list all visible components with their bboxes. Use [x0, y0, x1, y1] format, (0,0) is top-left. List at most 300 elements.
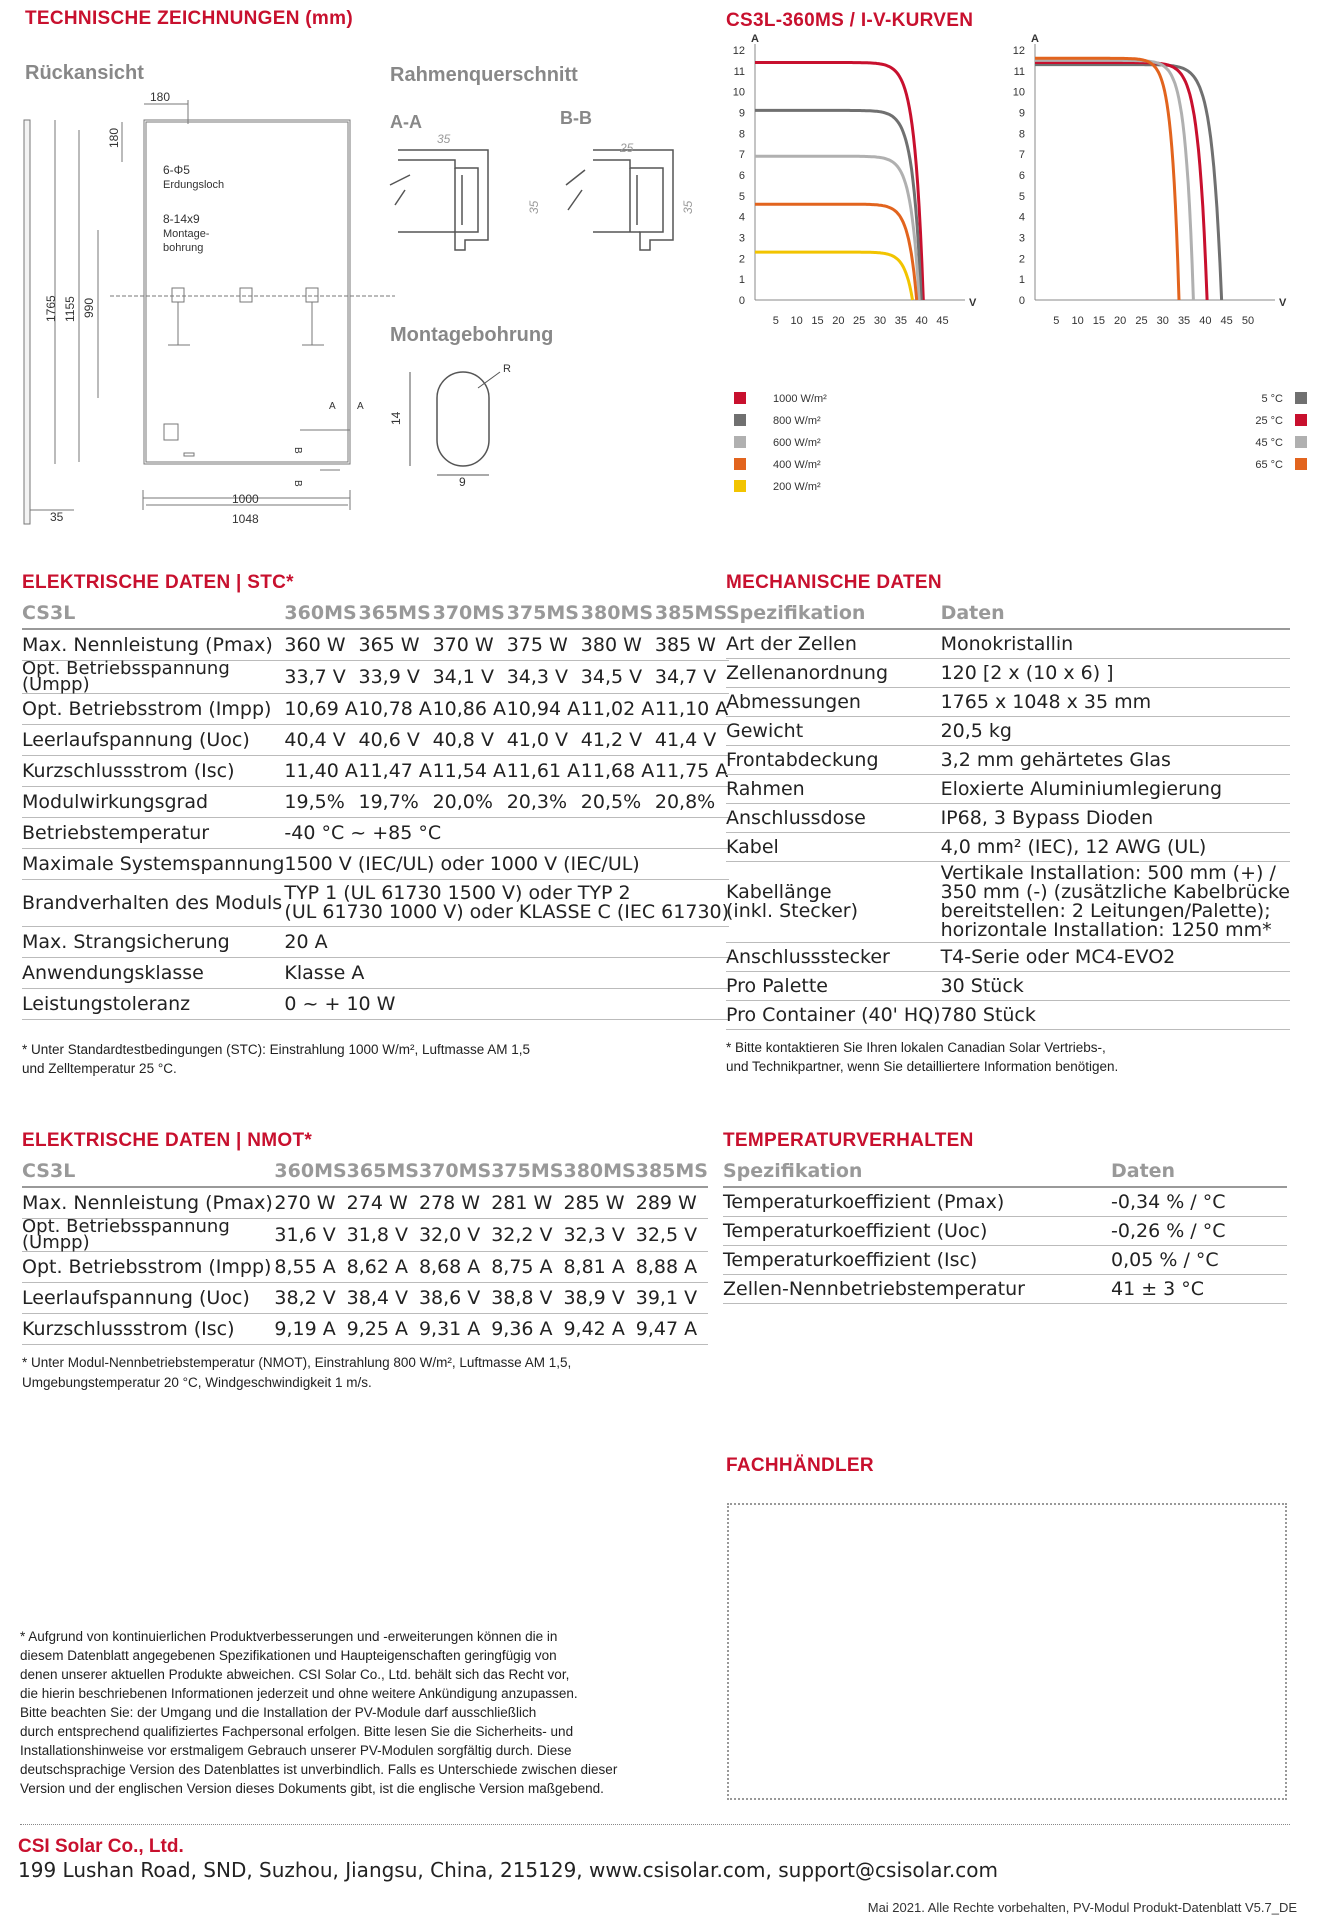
value-cell: 32,3 V — [563, 1219, 635, 1252]
stc-table — [22, 598, 729, 1020]
label-cell: Zellen-Nennbetriebstemperatur — [723, 1275, 1111, 1304]
value-cell: 41,0 V — [507, 725, 581, 756]
dim-180-top: 180 — [150, 90, 171, 104]
legend-swatch — [1295, 392, 1307, 404]
y-tick-label: 12 — [1012, 45, 1025, 57]
value-cell: Vertikale Installation: 500 mm (+) / 350 mm (-) (zusätzliche Kabelbrücke bereitstellen: 2 Leitungen/Palette); horizontale Installation: 1250 mm* — [940, 862, 1290, 941]
legend-swatch — [734, 480, 746, 492]
value-cell: 32,0 V — [419, 1219, 491, 1252]
table-row — [22, 849, 729, 880]
y-tick-label: 1 — [1018, 274, 1025, 287]
nmot-table — [22, 1156, 708, 1345]
value-cell: 19,5% — [284, 787, 358, 818]
mech-note-1: * Bitte kontaktieren Sie Ihren lokalen Canadian Solar Vertriebs-, — [726, 1040, 1106, 1055]
x-tick-label: 15 — [811, 315, 824, 327]
iv-curve — [1035, 58, 1179, 300]
iv-chart-1 — [733, 33, 977, 493]
nmot-note-2: Umgebungstemperatur 20 °C, Windgeschwindigkeit 1 m/s. — [22, 1375, 372, 1390]
footer-address: 199 Lushan Road, SND, Suzhou, Jiangsu, China, 215129, www.csisolar.com, support@csisolar.com — [18, 1858, 998, 1882]
value-cell: 33,7 V — [284, 661, 358, 694]
bb-dim-35v: 35 — [681, 200, 695, 214]
table-row — [723, 1187, 1287, 1217]
mounting-hole-label: Montagebohrung — [390, 324, 554, 346]
iv-curve — [1035, 60, 1193, 300]
label-cell: Temperaturkoeffizient (Uoc) — [723, 1217, 1111, 1246]
footer-company: CSI Solar Co., Ltd. — [18, 1836, 184, 1857]
x-tick-label: 35 — [894, 315, 907, 327]
table-row — [22, 629, 729, 661]
frame-section-aa — [390, 150, 488, 250]
y-tick-label: 9 — [738, 107, 745, 120]
value-cell: 365 W — [359, 629, 433, 661]
table-row — [22, 1252, 708, 1283]
value-cell: 278 W — [419, 1187, 491, 1219]
value-cell: 20,0% — [433, 787, 507, 818]
mech-table — [726, 598, 1290, 1030]
table-row — [22, 661, 729, 694]
value-cell: 3,2 mm gehärtetes Glas — [941, 746, 1290, 775]
value-cell: 10,94 A — [507, 694, 581, 725]
table-row — [22, 880, 729, 927]
table-row — [726, 1001, 1290, 1030]
value-cell: 34,7 V — [655, 661, 729, 694]
y-tick-label: 1 — [738, 274, 745, 287]
iv-chart-2 — [1013, 33, 1307, 471]
back-view-label: Rückansicht — [25, 62, 144, 84]
legend-label: 600 W/m² — [773, 437, 821, 449]
value-cell: 8,62 A — [347, 1252, 419, 1283]
value-cell: 20 A — [284, 927, 729, 958]
frame-section-dims — [437, 132, 695, 214]
dealer-title: FACHHÄNDLER — [726, 1455, 874, 1476]
value-cell: 11,47 A — [359, 756, 433, 787]
label-cell: Frontabdeckung — [726, 746, 941, 775]
x-tick-label: 15 — [1092, 315, 1106, 327]
legend-label: 45 °C — [1255, 437, 1283, 449]
value-cell: 41,4 V — [655, 725, 729, 756]
header-cell: 365MS — [347, 1156, 419, 1187]
value-cell: 0 ~ + 10 W — [284, 989, 729, 1020]
label-cell: Gewicht — [726, 717, 941, 746]
label-cell: Abmessungen — [726, 688, 941, 717]
value-cell: 34,5 V — [581, 661, 655, 694]
header-cell: 375MS — [507, 598, 581, 629]
dim-1765: 1765 — [44, 295, 58, 322]
table-row — [726, 943, 1290, 972]
mech-note-2: und Technikpartner, wenn Sie detailliertere Information benötigen. — [726, 1059, 1119, 1074]
value-cell: 31,6 V — [274, 1219, 346, 1252]
label-cell: Kabel — [726, 833, 941, 862]
y-tick-label: 2 — [1018, 253, 1025, 266]
back-view-drawing — [24, 100, 395, 524]
value-cell: -0,26 % / °C — [1111, 1217, 1287, 1246]
value-cell: 4,0 mm² (IEC), 12 AWG (UL) — [941, 833, 1290, 862]
y-tick-label: 3 — [738, 232, 745, 245]
dim-1000: 1000 — [232, 492, 259, 506]
mh-dim-14: 14 — [389, 411, 403, 425]
disclaimer-line: Bitte beachten Sie: der Umgang und die Installation der PV-Module darf ausschließlich — [20, 1705, 537, 1720]
disclaimer-line: Installationshinweise vor erstmaligem Gebrauch unserer PV-Modulen sorgfältig durch. Diese — [20, 1743, 572, 1758]
iv-curve — [755, 156, 919, 300]
y-tick-label: 0 — [738, 295, 745, 307]
value-cell: 38,4 V — [347, 1283, 419, 1314]
legend-swatch — [734, 414, 746, 426]
mh-dim-r: R — [503, 363, 511, 375]
header-cell: 365MS — [359, 598, 433, 629]
technical-drawings — [0, 0, 720, 540]
table-row — [22, 1187, 708, 1219]
value-cell: 40,6 V — [359, 725, 433, 756]
disclaimer-line: die hierin beschriebenen Informationen jederzeit und ohne weitere Ankündigung anzupassen. — [20, 1686, 578, 1701]
table-row — [726, 717, 1290, 746]
y-tick-label: 11 — [733, 65, 745, 78]
mark-a-2: A — [357, 401, 364, 412]
iv-charts — [720, 33, 1320, 520]
y-tick-label: 4 — [1018, 211, 1025, 224]
value-cell: 30 Stück — [941, 972, 1290, 1001]
value-cell: -40 °C ~ +85 °C — [284, 818, 729, 849]
iv-curve — [755, 63, 923, 301]
header-cell: 380MS — [581, 598, 655, 629]
mech-title: MECHANISCHE DATEN — [726, 572, 942, 593]
value-cell: 380 W — [581, 629, 655, 661]
y-tick-label: 6 — [738, 170, 745, 182]
disclaimer-line: denen unserer aktuellen Produkte abweichen. CSI Solar Co., Ltd. behält sich das Recht vor, — [20, 1667, 570, 1682]
table-row — [22, 958, 729, 989]
table-row — [726, 862, 1290, 943]
x-tick-label: 40 — [915, 315, 928, 327]
value-cell: 375 W — [507, 629, 581, 661]
label-cell: Modulwirkungsgrad — [22, 787, 284, 818]
header-cell: 375MS — [491, 1156, 563, 1187]
y-tick-label: 12 — [732, 45, 745, 57]
y-tick-label: 10 — [732, 86, 745, 99]
value-cell: T4-Serie oder MC4-EVO2 — [941, 943, 1290, 972]
stc-note-1: * Unter Standardtestbedingungen (STC): Einstrahlung 1000 W/m², Luftmasse AM 1,5 — [22, 1042, 531, 1057]
legend-label: 200 W/m² — [773, 481, 821, 493]
back-view-labels — [44, 90, 364, 526]
mount-hole-label-1: Montage- — [163, 228, 210, 240]
table-header — [22, 598, 729, 629]
value-cell: 32,5 V — [636, 1219, 708, 1252]
y-tick-label: 9 — [1018, 107, 1025, 120]
value-cell: 11,10 A — [655, 694, 729, 725]
value-cell: 0,05 % / °C — [1111, 1246, 1287, 1275]
x-tick-label: 25 — [853, 315, 866, 327]
label-cell: Zellenanordnung — [726, 659, 941, 688]
dim-35: 35 — [50, 510, 64, 524]
value-cell: 33,9 V — [359, 661, 433, 694]
label-cell: Temperaturkoeffizient (Pmax) — [723, 1187, 1111, 1217]
disclaimer-line: diesem Datenblatt angegebenen Spezifikationen und Haupteigenschaften geringfügig von — [20, 1648, 557, 1663]
legend-label: 1000 W/m² — [773, 393, 827, 405]
label-cell: Rahmen — [726, 775, 941, 804]
mark-b-1: B — [292, 447, 303, 454]
value-cell: 11,02 A — [581, 694, 655, 725]
value-cell: 9,31 A — [419, 1314, 491, 1345]
mark-a-1: A — [329, 401, 336, 412]
legend-label: 800 W/m² — [773, 415, 821, 427]
disclaimer-line: deutschsprachige Version des Datenblattes ist unverbindlich. Falls es Unterschiede zwischen dieser — [20, 1762, 618, 1777]
ground-hole-count: 6-Φ5 — [163, 163, 190, 177]
disclaimer-line: durch entsprechend qualifiziertes Fachpersonal erfolgen. Bitte lesen Sie die Sicherheits- und — [20, 1724, 574, 1739]
y-tick-label: 6 — [1018, 170, 1025, 182]
dim-180-side: 180 — [107, 127, 121, 148]
legend-label: 400 W/m² — [773, 459, 821, 471]
value-cell: 41,2 V — [581, 725, 655, 756]
y-tick-label: 10 — [1012, 86, 1025, 99]
value-cell: 20,8% — [655, 787, 729, 818]
mount-hole-label-2: bohrung — [163, 242, 204, 254]
section-bb-label: B-B — [560, 108, 592, 128]
header-cell: 360MS — [284, 598, 358, 629]
footer-divider — [20, 1824, 1290, 1825]
value-cell: 9,19 A — [274, 1314, 346, 1345]
value-cell: 39,1 V — [636, 1283, 708, 1314]
value-cell: 8,81 A — [563, 1252, 635, 1283]
label-cell: Brandverhalten des Moduls — [22, 880, 284, 927]
table-row — [22, 725, 729, 756]
legend-swatch — [734, 392, 746, 404]
value-cell: 120 [2 x (10 x 6) ] — [941, 659, 1290, 688]
label-cell: Max. Strangsicherung — [22, 927, 284, 958]
legend-swatch — [1295, 414, 1307, 426]
y-axis-unit: A — [751, 33, 759, 45]
value-cell: 370 W — [433, 629, 507, 661]
header-cell: 360MS — [274, 1156, 346, 1187]
value-cell: 780 Stück — [941, 1001, 1290, 1030]
table-header — [22, 1156, 708, 1187]
x-tick-label: 40 — [1199, 315, 1212, 327]
legend-swatch — [1295, 458, 1307, 470]
y-tick-label: 4 — [738, 211, 745, 224]
aa-dim-35v: 35 — [527, 200, 541, 214]
bb-dim-25: 25 — [620, 141, 634, 155]
value-cell: 38,8 V — [491, 1283, 563, 1314]
header-cell: 370MS — [433, 598, 507, 629]
table-row — [22, 1283, 708, 1314]
y-tick-label: 7 — [738, 149, 745, 162]
iv-curve — [1035, 63, 1207, 301]
table-row — [726, 972, 1290, 1001]
x-tick-label: 45 — [1220, 315, 1233, 327]
value-cell: 38,9 V — [563, 1283, 635, 1314]
label-cell: Opt. Betriebsspannung (Umpp) — [22, 661, 284, 694]
value-cell: 19,7% — [359, 787, 433, 818]
value-cell: 34,1 V — [433, 661, 507, 694]
x-tick-label: 5 — [772, 315, 779, 327]
y-tick-label: 11 — [1013, 65, 1025, 78]
label-cell: Leistungstoleranz — [22, 989, 284, 1020]
mount-hole-count: 8-14x9 — [163, 212, 200, 226]
value-cell: 11,61 A — [507, 756, 581, 787]
nmot-note-1: * Unter Modul-Nennbetriebstemperatur (NMOT), Einstrahlung 800 W/m², Luftmasse AM 1,5, — [22, 1355, 572, 1370]
dim-1155: 1155 — [63, 296, 77, 322]
label-cell: Opt. Betriebsstrom (Impp) — [22, 694, 284, 725]
table-row — [726, 775, 1290, 804]
value-cell: 281 W — [491, 1187, 563, 1219]
x-tick-label: 10 — [790, 315, 803, 327]
x-tick-label: 20 — [832, 315, 845, 327]
temp-title: TEMPERATURVERHALTEN — [723, 1130, 974, 1151]
value-cell: 11,40 A — [284, 756, 358, 787]
dim-1048: 1048 — [232, 512, 259, 526]
table-row — [726, 629, 1290, 659]
value-cell: 32,2 V — [491, 1219, 563, 1252]
x-axis-unit: V — [1279, 297, 1287, 309]
table-row — [726, 804, 1290, 833]
label-cell: Temperaturkoeffizient (Isc) — [723, 1246, 1111, 1275]
table-row — [726, 659, 1290, 688]
iv-curve — [755, 252, 913, 300]
ground-hole-label: Erdungsloch — [163, 179, 225, 191]
table-header — [726, 598, 1290, 629]
label-cell: Leerlaufspannung (Uoc) — [22, 725, 284, 756]
section-aa-label: A-A — [390, 112, 422, 132]
header-cell: CS3L — [22, 598, 284, 629]
header-cell: Spezifikation — [723, 1156, 1111, 1187]
table-row — [723, 1217, 1287, 1246]
value-cell: IP68, 3 Bypass Dioden — [941, 804, 1290, 833]
table-row — [726, 688, 1290, 717]
disclaimer-line: Version und der englischen Version dieses Dokuments gibt, ist die englische Version maßgebend. — [20, 1781, 604, 1796]
x-tick-label: 30 — [873, 315, 887, 327]
legend-swatch — [1295, 436, 1307, 448]
mounting-hole-drawing — [410, 372, 500, 475]
label-cell: Anschlussstecker — [726, 943, 941, 972]
table-row — [726, 833, 1290, 862]
mh-dim-9: 9 — [459, 475, 466, 489]
x-tick-label: 25 — [1135, 315, 1148, 327]
y-tick-label: 0 — [1018, 295, 1025, 307]
value-cell: 385 W — [655, 629, 729, 661]
table-row — [22, 1219, 708, 1252]
table-row — [723, 1275, 1287, 1304]
value-cell: 360 W — [284, 629, 358, 661]
table-row — [22, 927, 729, 958]
header-cell: 385MS — [655, 598, 729, 629]
value-cell: 34,3 V — [507, 661, 581, 694]
stc-title: ELEKTRISCHE DATEN | STC* — [22, 572, 294, 593]
value-cell: 10,78 A — [359, 694, 433, 725]
value-cell: 38,6 V — [419, 1283, 491, 1314]
frame-section-label: Rahmenquerschnitt — [390, 64, 578, 86]
value-cell: 40,8 V — [433, 725, 507, 756]
temp-table — [723, 1156, 1287, 1304]
label-cell: Leerlaufspannung (Uoc) — [22, 1283, 274, 1314]
table-row — [22, 694, 729, 725]
x-tick-label: 5 — [1053, 315, 1060, 327]
value-cell: 20,5 kg — [941, 717, 1290, 746]
label-cell: Anschlussdose — [726, 804, 941, 833]
value-cell: 11,75 A — [655, 756, 729, 787]
value-cell: 8,68 A — [419, 1252, 491, 1283]
value-cell: 289 W — [636, 1187, 708, 1219]
value-cell: Klasse A — [284, 958, 729, 989]
value-cell: 38,2 V — [274, 1283, 346, 1314]
y-tick-label: 5 — [738, 190, 745, 203]
x-tick-label: 50 — [1241, 315, 1255, 327]
label-cell: Art der Zellen — [726, 629, 941, 659]
y-tick-label: 8 — [738, 128, 745, 141]
value-cell: 270 W — [274, 1187, 346, 1219]
header-cell: 385MS — [636, 1156, 708, 1187]
table-row — [726, 746, 1290, 775]
x-tick-label: 35 — [1177, 315, 1191, 327]
table-row — [22, 1314, 708, 1345]
value-cell: 31,8 V — [347, 1219, 419, 1252]
label-cell: Opt. Betriebsspannung (Umpp) — [22, 1219, 274, 1252]
value-cell: Monokristallin — [941, 629, 1290, 659]
mark-b-2: B — [292, 480, 303, 487]
value-cell: 9,42 A — [563, 1314, 635, 1345]
value-cell: 8,75 A — [491, 1252, 563, 1283]
table-row — [723, 1246, 1287, 1275]
value-cell: 1500 V (IEC/UL) oder 1000 V (IEC/UL) — [284, 849, 729, 880]
value-cell: 10,69 A — [284, 694, 358, 725]
nmot-title: ELEKTRISCHE DATEN | NMOT* — [22, 1130, 313, 1151]
stc-note-2: und Zelltemperatur 25 °C. — [22, 1061, 177, 1076]
label-cell: Pro Container (40' HQ) — [726, 1001, 941, 1030]
table-row — [22, 818, 729, 849]
table-header — [723, 1156, 1287, 1187]
label-cell: Kurzschlussstrom (Isc) — [22, 756, 284, 787]
value-cell: 274 W — [347, 1187, 419, 1219]
table-row — [22, 989, 729, 1020]
value-cell: 9,47 A — [636, 1314, 708, 1345]
legend-label: 5 °C — [1261, 393, 1283, 405]
value-cell: 8,55 A — [274, 1252, 346, 1283]
x-tick-label: 30 — [1156, 315, 1169, 327]
y-tick-label: 5 — [1018, 190, 1025, 203]
value-cell: 20,3% — [507, 787, 581, 818]
label-cell: Maximale Systemspannung — [22, 849, 284, 880]
label-cell: Kurzschlussstrom (Isc) — [22, 1314, 274, 1345]
legend-label: 25 °C — [1255, 415, 1283, 427]
label-cell: Kabellänge (inkl. Stecker) — [726, 862, 941, 943]
y-tick-label: 7 — [1018, 149, 1025, 162]
aa-dim-35: 35 — [437, 132, 451, 146]
header-cell: 370MS — [419, 1156, 491, 1187]
disclaimer — [20, 1627, 710, 1798]
x-axis-unit: V — [969, 297, 977, 309]
label-cell: Anwendungsklasse — [22, 958, 284, 989]
table-row — [22, 756, 729, 787]
frame-section-bb — [566, 150, 673, 250]
value-cell: Eloxierte Aluminiumlegierung — [941, 775, 1290, 804]
label-cell: Pro Palette — [726, 972, 941, 1001]
x-tick-label: 20 — [1114, 315, 1127, 327]
value-cell: 1765 x 1048 x 35 mm — [941, 688, 1290, 717]
value-cell: -0,34 % / °C — [1111, 1187, 1287, 1217]
drawings-title: TECHNISCHE ZEICHNUNGEN (mm) — [25, 8, 353, 29]
value-cell: 40,4 V — [284, 725, 358, 756]
value-cell: 285 W — [563, 1187, 635, 1219]
value-cell: 9,36 A — [491, 1314, 563, 1345]
table-row — [22, 787, 729, 818]
iv-title: CS3L-360MS / I-V-KURVEN — [726, 10, 974, 31]
value-cell: 10,86 A — [433, 694, 507, 725]
dealer-box — [727, 1503, 1287, 1800]
label-cell: Max. Nennleistung (Pmax) — [22, 629, 284, 661]
label-cell: Max. Nennleistung (Pmax) — [22, 1187, 274, 1219]
x-tick-label: 45 — [936, 315, 949, 327]
value-cell: 11,68 A — [581, 756, 655, 787]
value-cell: 20,5% — [581, 787, 655, 818]
value-cell: 8,88 A — [636, 1252, 708, 1283]
x-tick-label: 10 — [1071, 315, 1084, 327]
dim-990: 990 — [82, 297, 96, 318]
